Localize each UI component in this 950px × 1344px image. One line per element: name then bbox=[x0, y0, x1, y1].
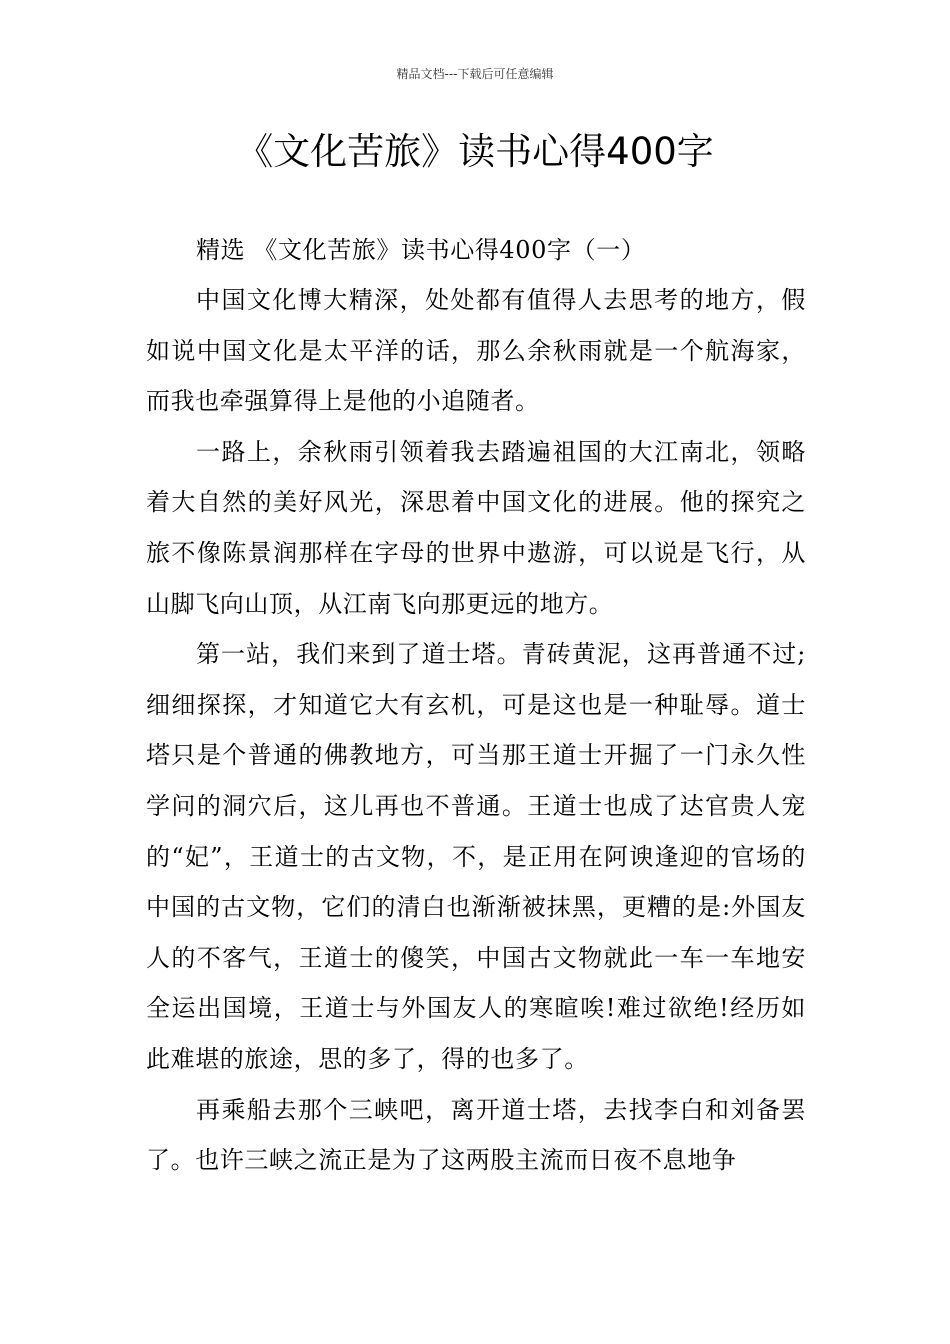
document-title: 《文化苦旅》读书心得400字 bbox=[236, 130, 714, 173]
section-subtitle: 精选 《文化苦旅》读书心得400字（一） bbox=[196, 236, 646, 264]
page-header: 精品文档---下载后可任意编辑 bbox=[396, 67, 554, 81]
paragraph-2: 一路上，余秋雨引领着我去踏遍祖国的大江南北，领略着大自然的美好风光，深思着中国文化的进展。他的探究之旅不像陈景润那样在字母的世界中遨游，可以说是飞行，从山脚飞向山顶，从江南飞向那更远的地方。 bbox=[146, 437, 806, 618]
paragraph-3: 第一站，我们来到了道士塔。青砖黄泥，这再普通不过;细细探探，才知道它大有玄机，可是这也是一种耻辱。道士塔只是个普通的佛教地方，可当那王道士开掘了一门永久性学问的洞穴后，这儿再也不普通。王道士也成了达官贵人宠的“妃”，王道士的古文物，不，是正用在阿谀逢迎的官场的中国的古文物，它们的清白也渐渐被抹黑，更糟的是:外国友人的不客气，王道士的傻笑，中国古文物就此一车一车地安全运出国境，王道士与外国友人的寒暄唉!难过欲绝!经历如此难堪的旅途，思的多了，得的也多了。 bbox=[146, 640, 806, 1073]
paragraph-4: 再乘船去那个三峡吧，离开道士塔，去找李白和刘备罢了。也许三峡之流正是为了这两股主流而日夜不息地争 bbox=[146, 1095, 806, 1175]
paragraph-1: 中国文化博大精深，处处都有值得人去思考的地方，假如说中国文化是太平洋的话，那么余秋雨就是一个航海家，而我也牵强算得上是他的小追随者。 bbox=[146, 286, 806, 416]
document-body bbox=[146, 226, 806, 1186]
